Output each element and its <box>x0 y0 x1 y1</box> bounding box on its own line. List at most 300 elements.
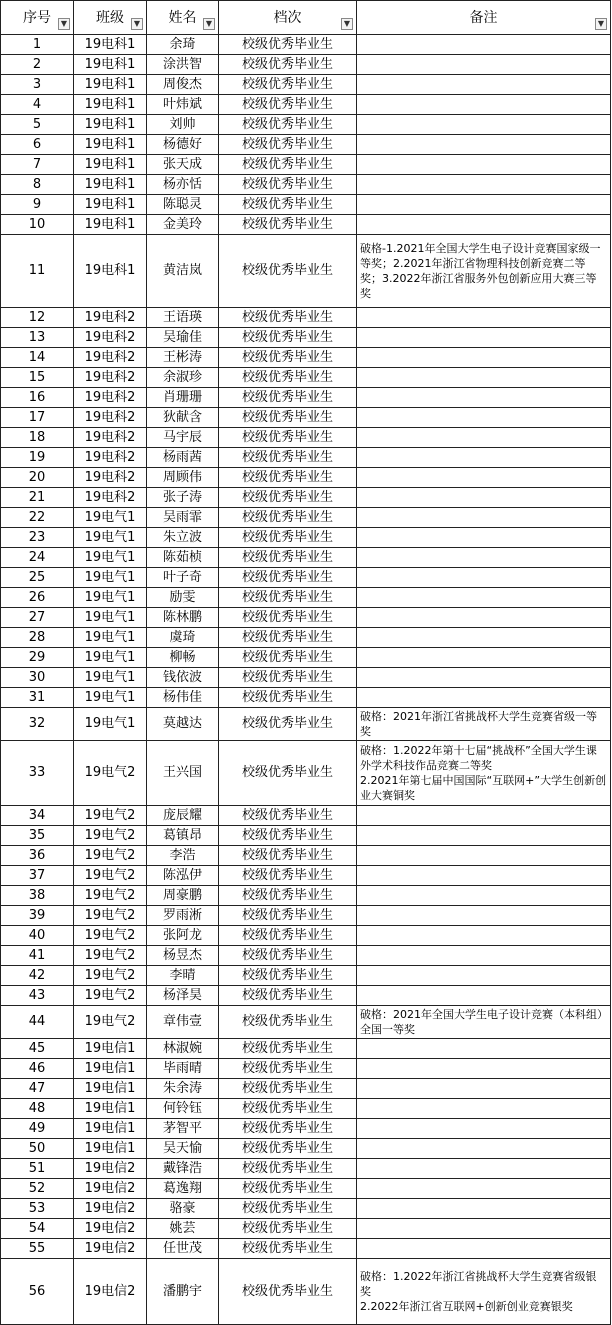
cell-seq[interactable]: 46 <box>1 1059 74 1079</box>
cell-note[interactable] <box>357 1059 611 1079</box>
cell-seq[interactable]: 14 <box>1 348 74 368</box>
cell-note[interactable]: 破格：2021年浙江省挑战杯大学生竞赛省级一等奖 <box>357 708 611 741</box>
cell-note[interactable] <box>357 388 611 408</box>
cell-class[interactable]: 19电信2 <box>74 1239 147 1259</box>
cell-level[interactable]: 校级优秀毕业生 <box>219 508 357 528</box>
cell-name[interactable]: 潘鹏宇 <box>147 1259 219 1325</box>
cell-seq[interactable]: 49 <box>1 1119 74 1139</box>
cell-level[interactable]: 校级优秀毕业生 <box>219 886 357 906</box>
cell-level[interactable]: 校级优秀毕业生 <box>219 846 357 866</box>
cell-class[interactable]: 19电科2 <box>74 488 147 508</box>
cell-name[interactable]: 叶炜斌 <box>147 95 219 115</box>
cell-seq[interactable]: 48 <box>1 1099 74 1119</box>
cell-note[interactable]: 破格-1.2021年全国大学生电子设计竞赛国家级一等奖；2.2021年浙江省物理科技创新竞赛二等奖；3.2022年浙江省服务外包创新应用大赛三等奖 <box>357 235 611 308</box>
cell-seq[interactable]: 9 <box>1 195 74 215</box>
cell-name[interactable]: 周俊杰 <box>147 75 219 95</box>
cell-level[interactable]: 校级优秀毕业生 <box>219 966 357 986</box>
cell-name[interactable]: 骆豪 <box>147 1199 219 1219</box>
cell-name[interactable]: 杨雨茜 <box>147 448 219 468</box>
cell-note[interactable] <box>357 1159 611 1179</box>
header-seq <box>1 1 74 35</box>
cell-class[interactable]: 19电科2 <box>74 348 147 368</box>
cell-level[interactable]: 校级优秀毕业生 <box>219 1006 357 1039</box>
cell-name[interactable]: 杨亦恬 <box>147 175 219 195</box>
table-row <box>1 235 611 308</box>
cell-name[interactable]: 叶子奇 <box>147 568 219 588</box>
cell-note[interactable] <box>357 966 611 986</box>
cell-seq[interactable]: 35 <box>1 826 74 846</box>
cell-note[interactable] <box>357 508 611 528</box>
cell-level[interactable]: 校级优秀毕业生 <box>219 1139 357 1159</box>
cell-seq[interactable]: 42 <box>1 966 74 986</box>
filter-note-button[interactable] <box>595 18 607 30</box>
cell-note[interactable] <box>357 846 611 866</box>
cell-class[interactable]: 19电信1 <box>74 1099 147 1119</box>
cell-name[interactable]: 杨昱杰 <box>147 946 219 966</box>
cell-seq[interactable]: 11 <box>1 235 74 308</box>
cell-class[interactable]: 19电科2 <box>74 468 147 488</box>
cell-seq[interactable]: 34 <box>1 806 74 826</box>
cell-name[interactable]: 狄献含 <box>147 408 219 428</box>
cell-class[interactable]: 19电气2 <box>74 806 147 826</box>
cell-seq[interactable]: 53 <box>1 1199 74 1219</box>
cell-class[interactable]: 19电信1 <box>74 1119 147 1139</box>
cell-name[interactable]: 周顾伟 <box>147 468 219 488</box>
cell-class[interactable]: 19电科1 <box>74 235 147 308</box>
cell-class[interactable]: 19电气1 <box>74 648 147 668</box>
cell-name[interactable]: 章伟壹 <box>147 1006 219 1039</box>
cell-note[interactable] <box>357 55 611 75</box>
cell-note[interactable] <box>357 548 611 568</box>
cell-note[interactable] <box>357 946 611 966</box>
cell-seq[interactable]: 54 <box>1 1219 74 1239</box>
cell-level[interactable]: 校级优秀毕业生 <box>219 528 357 548</box>
cell-level[interactable]: 校级优秀毕业生 <box>219 588 357 608</box>
cell-level[interactable]: 校级优秀毕业生 <box>219 1059 357 1079</box>
cell-name[interactable]: 莫越达 <box>147 708 219 741</box>
cell-name[interactable]: 钱依波 <box>147 668 219 688</box>
cell-name[interactable]: 庞辰耀 <box>147 806 219 826</box>
cell-name[interactable]: 陈泓伊 <box>147 866 219 886</box>
cell-name[interactable]: 陈聪灵 <box>147 195 219 215</box>
table-row <box>1 448 611 468</box>
cell-note[interactable] <box>357 115 611 135</box>
cell-name[interactable]: 张天成 <box>147 155 219 175</box>
cell-class[interactable]: 19电科1 <box>74 55 147 75</box>
cell-note[interactable] <box>357 308 611 328</box>
cell-note[interactable] <box>357 866 611 886</box>
cell-level[interactable]: 校级优秀毕业生 <box>219 155 357 175</box>
cell-class[interactable]: 19电信1 <box>74 1139 147 1159</box>
cell-note[interactable] <box>357 348 611 368</box>
cell-seq[interactable]: 25 <box>1 568 74 588</box>
cell-seq[interactable]: 37 <box>1 866 74 886</box>
cell-name[interactable]: 黄洁岚 <box>147 235 219 308</box>
cell-seq[interactable]: 24 <box>1 548 74 568</box>
cell-name[interactable]: 陈林鹏 <box>147 608 219 628</box>
cell-seq[interactable]: 33 <box>1 741 74 806</box>
cell-note[interactable] <box>357 155 611 175</box>
table-row <box>1 488 611 508</box>
cell-class[interactable]: 19电气1 <box>74 548 147 568</box>
cell-seq[interactable]: 39 <box>1 906 74 926</box>
cell-note[interactable]: 破格：1.2022年第十七届“挑战杯”全国大学生课外学术科技作品竞赛二等奖 2.2021年第七届中国国际“互联网+”大学生创新创业大赛铜奖 <box>357 741 611 806</box>
cell-level[interactable]: 校级优秀毕业生 <box>219 348 357 368</box>
cell-note[interactable] <box>357 368 611 388</box>
filter-seq-button[interactable] <box>58 18 70 30</box>
cell-name[interactable]: 李晴 <box>147 966 219 986</box>
table-row <box>1 826 611 846</box>
cell-seq[interactable]: 38 <box>1 886 74 906</box>
cell-seq[interactable]: 19 <box>1 448 74 468</box>
cell-seq[interactable]: 13 <box>1 328 74 348</box>
cell-class[interactable]: 19电科1 <box>74 155 147 175</box>
cell-level[interactable]: 校级优秀毕业生 <box>219 866 357 886</box>
cell-level[interactable]: 校级优秀毕业生 <box>219 1259 357 1325</box>
cell-seq[interactable]: 1 <box>1 35 74 55</box>
cell-name[interactable]: 涂洪智 <box>147 55 219 75</box>
cell-note[interactable] <box>357 175 611 195</box>
cell-seq[interactable]: 55 <box>1 1239 74 1259</box>
cell-note[interactable] <box>357 1119 611 1139</box>
cell-class[interactable]: 19电气1 <box>74 608 147 628</box>
cell-seq[interactable]: 12 <box>1 308 74 328</box>
cell-name[interactable]: 虞琦 <box>147 628 219 648</box>
cell-name[interactable]: 葛镇昂 <box>147 826 219 846</box>
cell-note[interactable]: 破格：2021年全国大学生电子设计竞赛（本科组）全国一等奖 <box>357 1006 611 1039</box>
cell-note[interactable] <box>357 215 611 235</box>
cell-note[interactable] <box>357 35 611 55</box>
cell-name[interactable]: 罗雨淅 <box>147 906 219 926</box>
cell-level[interactable]: 校级优秀毕业生 <box>219 328 357 348</box>
cell-level[interactable]: 校级优秀毕业生 <box>219 708 357 741</box>
cell-seq[interactable]: 28 <box>1 628 74 648</box>
cell-seq[interactable]: 26 <box>1 588 74 608</box>
cell-note[interactable] <box>357 688 611 708</box>
cell-level[interactable]: 校级优秀毕业生 <box>219 648 357 668</box>
cell-name[interactable]: 刘帅 <box>147 115 219 135</box>
cell-seq[interactable]: 40 <box>1 926 74 946</box>
cell-level[interactable]: 校级优秀毕业生 <box>219 35 357 55</box>
cell-level[interactable]: 校级优秀毕业生 <box>219 488 357 508</box>
cell-note[interactable] <box>357 1079 611 1099</box>
cell-level[interactable]: 校级优秀毕业生 <box>219 135 357 155</box>
cell-seq[interactable]: 36 <box>1 846 74 866</box>
cell-level[interactable]: 校级优秀毕业生 <box>219 95 357 115</box>
cell-class[interactable]: 19电气2 <box>74 866 147 886</box>
cell-class[interactable]: 19电气1 <box>74 528 147 548</box>
cell-class[interactable]: 19电信1 <box>74 1079 147 1099</box>
cell-note[interactable] <box>357 826 611 846</box>
cell-class[interactable]: 19电科1 <box>74 95 147 115</box>
cell-class[interactable]: 19电气2 <box>74 966 147 986</box>
cell-seq[interactable]: 22 <box>1 508 74 528</box>
cell-level[interactable]: 校级优秀毕业生 <box>219 1179 357 1199</box>
cell-class[interactable]: 19电气2 <box>74 986 147 1006</box>
cell-class[interactable]: 19电科2 <box>74 328 147 348</box>
cell-note[interactable] <box>357 986 611 1006</box>
cell-name[interactable]: 肖珊珊 <box>147 388 219 408</box>
cell-seq[interactable]: 21 <box>1 488 74 508</box>
cell-name[interactable]: 柳畅 <box>147 648 219 668</box>
cell-name[interactable]: 励雯 <box>147 588 219 608</box>
cell-note[interactable] <box>357 648 611 668</box>
cell-seq[interactable]: 32 <box>1 708 74 741</box>
cell-name[interactable]: 戴锋浩 <box>147 1159 219 1179</box>
cell-class[interactable]: 19电气1 <box>74 568 147 588</box>
cell-note[interactable] <box>357 1199 611 1219</box>
cell-class[interactable]: 19电科2 <box>74 388 147 408</box>
cell-class[interactable]: 19电科2 <box>74 308 147 328</box>
cell-seq[interactable]: 16 <box>1 388 74 408</box>
cell-level[interactable]: 校级优秀毕业生 <box>219 688 357 708</box>
cell-note[interactable] <box>357 906 611 926</box>
cell-name[interactable]: 王语瑛 <box>147 308 219 328</box>
cell-class[interactable]: 19电气2 <box>74 886 147 906</box>
cell-level[interactable]: 校级优秀毕业生 <box>219 75 357 95</box>
cell-note[interactable] <box>357 668 611 688</box>
cell-level[interactable]: 校级优秀毕业生 <box>219 1079 357 1099</box>
header-seq-label: 序号 <box>23 9 51 26</box>
cell-class[interactable]: 19电气1 <box>74 508 147 528</box>
cell-note[interactable] <box>357 926 611 946</box>
cell-class[interactable]: 19电信1 <box>74 1039 147 1059</box>
cell-class[interactable]: 19电科1 <box>74 175 147 195</box>
cell-name[interactable]: 王兴国 <box>147 741 219 806</box>
cell-seq[interactable]: 3 <box>1 75 74 95</box>
cell-name[interactable]: 张子涛 <box>147 488 219 508</box>
cell-seq[interactable]: 56 <box>1 1259 74 1325</box>
filter-class-button[interactable] <box>131 18 143 30</box>
cell-class[interactable]: 19电气1 <box>74 688 147 708</box>
cell-level[interactable]: 校级优秀毕业生 <box>219 548 357 568</box>
cell-level[interactable]: 校级优秀毕业生 <box>219 175 357 195</box>
cell-note[interactable] <box>357 628 611 648</box>
cell-class[interactable]: 19电气1 <box>74 588 147 608</box>
cell-note[interactable] <box>357 528 611 548</box>
cell-name[interactable]: 葛逸翔 <box>147 1179 219 1199</box>
cell-level[interactable]: 校级优秀毕业生 <box>219 408 357 428</box>
cell-seq[interactable]: 47 <box>1 1079 74 1099</box>
cell-seq[interactable]: 41 <box>1 946 74 966</box>
cell-name[interactable]: 任世茂 <box>147 1239 219 1259</box>
cell-level[interactable]: 校级优秀毕业生 <box>219 1239 357 1259</box>
cell-class[interactable]: 19电科1 <box>74 195 147 215</box>
cell-name[interactable]: 周豪鹏 <box>147 886 219 906</box>
cell-seq[interactable]: 5 <box>1 115 74 135</box>
cell-seq[interactable]: 15 <box>1 368 74 388</box>
cell-note[interactable] <box>357 448 611 468</box>
cell-level[interactable]: 校级优秀毕业生 <box>219 668 357 688</box>
cell-class[interactable]: 19电科1 <box>74 35 147 55</box>
table-row <box>1 668 611 688</box>
cell-level[interactable]: 校级优秀毕业生 <box>219 1199 357 1219</box>
cell-seq[interactable]: 29 <box>1 648 74 668</box>
cell-level[interactable]: 校级优秀毕业生 <box>219 1039 357 1059</box>
table-row <box>1 75 611 95</box>
cell-note[interactable] <box>357 328 611 348</box>
cell-class[interactable]: 19电气1 <box>74 708 147 741</box>
cell-level[interactable]: 校级优秀毕业生 <box>219 741 357 806</box>
table-row <box>1 1179 611 1199</box>
cell-seq[interactable]: 18 <box>1 428 74 448</box>
cell-note[interactable] <box>357 806 611 826</box>
cell-name[interactable]: 余淑珍 <box>147 368 219 388</box>
cell-note[interactable] <box>357 95 611 115</box>
cell-note[interactable] <box>357 195 611 215</box>
filter-name-button[interactable] <box>203 18 215 30</box>
cell-note[interactable] <box>357 1179 611 1199</box>
cell-seq[interactable]: 6 <box>1 135 74 155</box>
cell-name[interactable]: 林淑婉 <box>147 1039 219 1059</box>
cell-note[interactable] <box>357 886 611 906</box>
cell-level[interactable]: 校级优秀毕业生 <box>219 55 357 75</box>
cell-note[interactable] <box>357 1219 611 1239</box>
cell-level[interactable]: 校级优秀毕业生 <box>219 826 357 846</box>
cell-seq[interactable]: 20 <box>1 468 74 488</box>
cell-name[interactable]: 张阿龙 <box>147 926 219 946</box>
cell-class[interactable]: 19电科2 <box>74 408 147 428</box>
cell-seq[interactable]: 27 <box>1 608 74 628</box>
cell-note[interactable] <box>357 588 611 608</box>
cell-note[interactable] <box>357 468 611 488</box>
cell-note[interactable] <box>357 488 611 508</box>
cell-level[interactable]: 校级优秀毕业生 <box>219 1119 357 1139</box>
header-level-label: 档次 <box>273 9 302 26</box>
cell-level[interactable]: 校级优秀毕业生 <box>219 1159 357 1179</box>
cell-class[interactable]: 19电信1 <box>74 1059 147 1079</box>
cell-class[interactable]: 19电气1 <box>74 628 147 648</box>
cell-name[interactable]: 吴雨霏 <box>147 508 219 528</box>
cell-level[interactable]: 校级优秀毕业生 <box>219 195 357 215</box>
cell-class[interactable]: 19电气2 <box>74 846 147 866</box>
cell-name[interactable]: 朱立波 <box>147 528 219 548</box>
cell-level[interactable]: 校级优秀毕业生 <box>219 986 357 1006</box>
cell-note[interactable] <box>357 408 611 428</box>
cell-name[interactable]: 马宇辰 <box>147 428 219 448</box>
cell-class[interactable]: 19电信2 <box>74 1259 147 1325</box>
cell-note[interactable] <box>357 608 611 628</box>
cell-note[interactable] <box>357 75 611 95</box>
cell-level[interactable]: 校级优秀毕业生 <box>219 628 357 648</box>
cell-note[interactable] <box>357 135 611 155</box>
cell-name[interactable]: 吴天愉 <box>147 1139 219 1159</box>
cell-name[interactable]: 何铃钰 <box>147 1099 219 1119</box>
filter-level-button[interactable] <box>341 18 353 30</box>
cell-note[interactable] <box>357 428 611 448</box>
cell-level[interactable]: 校级优秀毕业生 <box>219 368 357 388</box>
cell-seq[interactable]: 7 <box>1 155 74 175</box>
cell-level[interactable]: 校级优秀毕业生 <box>219 1099 357 1119</box>
cell-level[interactable]: 校级优秀毕业生 <box>219 946 357 966</box>
cell-seq[interactable]: 31 <box>1 688 74 708</box>
cell-note[interactable] <box>357 1099 611 1119</box>
cell-level[interactable]: 校级优秀毕业生 <box>219 608 357 628</box>
cell-level[interactable]: 校级优秀毕业生 <box>219 906 357 926</box>
cell-class[interactable]: 19电信2 <box>74 1159 147 1179</box>
cell-name[interactable]: 杨德好 <box>147 135 219 155</box>
table-row <box>1 648 611 668</box>
cell-seq[interactable]: 10 <box>1 215 74 235</box>
cell-class[interactable]: 19电科1 <box>74 135 147 155</box>
cell-note[interactable] <box>357 568 611 588</box>
cell-class[interactable]: 19电信2 <box>74 1219 147 1239</box>
cell-class[interactable]: 19电科1 <box>74 75 147 95</box>
cell-level[interactable]: 校级优秀毕业生 <box>219 235 357 308</box>
cell-seq[interactable]: 30 <box>1 668 74 688</box>
cell-class[interactable]: 19电科1 <box>74 215 147 235</box>
cell-class[interactable]: 19电气2 <box>74 741 147 806</box>
table-row <box>1 608 611 628</box>
cell-level[interactable]: 校级优秀毕业生 <box>219 448 357 468</box>
cell-class[interactable]: 19电科2 <box>74 368 147 388</box>
cell-note[interactable] <box>357 1139 611 1159</box>
cell-name[interactable]: 王彬涛 <box>147 348 219 368</box>
cell-seq[interactable]: 4 <box>1 95 74 115</box>
cell-seq[interactable]: 2 <box>1 55 74 75</box>
cell-seq[interactable]: 43 <box>1 986 74 1006</box>
cell-class[interactable]: 19电信2 <box>74 1199 147 1219</box>
cell-level[interactable]: 校级优秀毕业生 <box>219 806 357 826</box>
cell-name[interactable]: 朱余涛 <box>147 1079 219 1099</box>
cell-class[interactable]: 19电科2 <box>74 448 147 468</box>
dropdown-arrow-icon: ▼ <box>133 19 141 28</box>
cell-class[interactable]: 19电科2 <box>74 428 147 448</box>
cell-name[interactable]: 吴瑜佳 <box>147 328 219 348</box>
cell-name[interactable]: 茅智平 <box>147 1119 219 1139</box>
cell-seq[interactable]: 17 <box>1 408 74 428</box>
cell-class[interactable]: 19电气1 <box>74 668 147 688</box>
cell-class[interactable]: 19电气2 <box>74 946 147 966</box>
cell-class[interactable]: 19电气2 <box>74 826 147 846</box>
cell-seq[interactable]: 51 <box>1 1159 74 1179</box>
cell-seq[interactable]: 50 <box>1 1139 74 1159</box>
cell-class[interactable]: 19电信2 <box>74 1179 147 1199</box>
cell-level[interactable]: 校级优秀毕业生 <box>219 308 357 328</box>
cell-class[interactable]: 19电气2 <box>74 906 147 926</box>
cell-note[interactable] <box>357 1039 611 1059</box>
cell-name[interactable]: 李浩 <box>147 846 219 866</box>
dropdown-arrow-icon: ▼ <box>597 19 605 28</box>
cell-level[interactable]: 校级优秀毕业生 <box>219 1219 357 1239</box>
cell-level[interactable]: 校级优秀毕业生 <box>219 568 357 588</box>
cell-name[interactable]: 毕雨晴 <box>147 1059 219 1079</box>
cell-class[interactable]: 19电气2 <box>74 1006 147 1039</box>
cell-note[interactable]: 破格：1.2022年浙江省挑战杯大学生竞赛省级银奖 2.2022年浙江省互联网+创新创业竞赛银奖 <box>357 1259 611 1325</box>
cell-level[interactable]: 校级优秀毕业生 <box>219 115 357 135</box>
cell-level[interactable]: 校级优秀毕业生 <box>219 428 357 448</box>
cell-level[interactable]: 校级优秀毕业生 <box>219 926 357 946</box>
cell-level[interactable]: 校级优秀毕业生 <box>219 388 357 408</box>
cell-name[interactable]: 杨泽昊 <box>147 986 219 1006</box>
cell-name[interactable]: 姚芸 <box>147 1219 219 1239</box>
cell-name[interactable]: 金美玲 <box>147 215 219 235</box>
cell-class[interactable]: 19电科1 <box>74 115 147 135</box>
cell-class[interactable]: 19电气2 <box>74 926 147 946</box>
cell-seq[interactable]: 23 <box>1 528 74 548</box>
cell-level[interactable]: 校级优秀毕业生 <box>219 468 357 488</box>
cell-seq[interactable]: 52 <box>1 1179 74 1199</box>
cell-name[interactable]: 陈茹桢 <box>147 548 219 568</box>
table-row <box>1 866 611 886</box>
cell-seq[interactable]: 45 <box>1 1039 74 1059</box>
cell-level[interactable]: 校级优秀毕业生 <box>219 215 357 235</box>
cell-seq[interactable]: 8 <box>1 175 74 195</box>
cell-name[interactable]: 杨伟佳 <box>147 688 219 708</box>
cell-name[interactable]: 余琦 <box>147 35 219 55</box>
cell-note[interactable] <box>357 1239 611 1259</box>
cell-seq[interactable]: 44 <box>1 1006 74 1039</box>
